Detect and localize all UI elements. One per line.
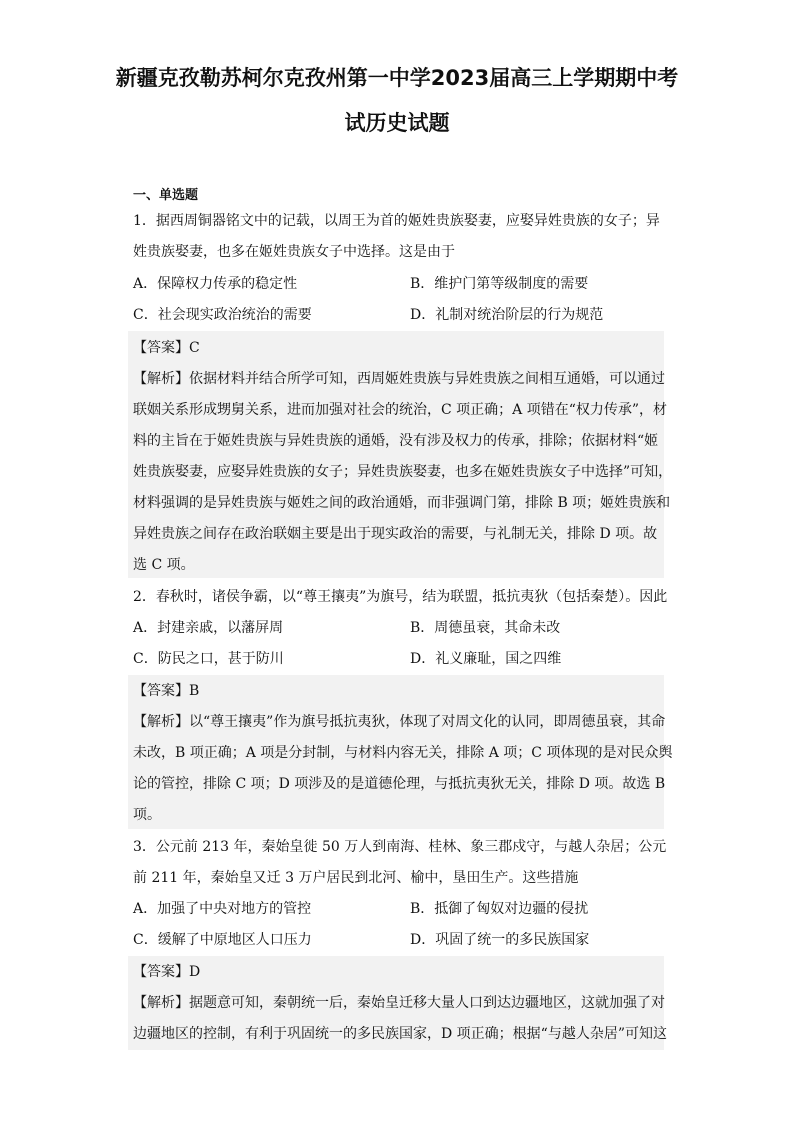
question-3-stem-line-2: 前 211 年，秦始皇又迁 3 万户居民到北河、榆中，垦田生产。这些措施 — [133, 870, 579, 886]
question-3-option-c: C．缓解了中原地区人口压力 — [133, 932, 312, 948]
question-3-analysis-line-2: 边疆地区的控制，有利于巩固统一的多民族国家，D 项正确；根据“与越人杂居”可知这 — [133, 1026, 667, 1042]
question-1-analysis-line-3: 料的主旨在于姬姓贵族与异姓贵族的通婚，没有涉及权力的传承，排除；依据材料“姬 — [133, 433, 659, 449]
question-1-option-b: B．维护门第等级制度的需要 — [410, 276, 589, 292]
question-1-analysis-line-6: 异姓贵族之间存在政治联姻主要是出于现实政治的需要，与礼制无关，排除 D 项。故 — [133, 526, 658, 542]
question-1-analysis-line-4: 姓贵族娶妻，应娶异姓贵族的女子；异姓贵族娶妻，也多在姬姓贵族女子中选择”可知， — [133, 464, 673, 480]
question-2-answer: 【答案】B — [133, 683, 200, 699]
document-title-line-2: 试历史试题 — [344, 111, 450, 135]
document-title-line-1: 新疆克孜勒苏柯尔克孜州第一中学2023届高三上学期期中考 — [115, 66, 679, 90]
question-2-analysis-line-1: 【解析】以“尊王攘夷”作为旗号抵抗夷狄，体现了对周文化的认同，即周德虽衰，其命 — [133, 714, 666, 730]
question-2-option-d: D．礼义廉耻，国之四维 — [410, 651, 562, 667]
question-1-analysis-line-2: 联姻关系形成甥舅关系，进而加强对社会的统治，C 项正确；A 项错在“权力传承”，材 — [133, 402, 668, 418]
question-2-option-a: A．封建亲戚，以藩屏周 — [133, 620, 284, 636]
question-1-analysis-line-1: 【解析】依据材料并结合所学可知，西周姬姓贵族与异姓贵族之间相互通婚，可以通过 — [133, 371, 665, 387]
question-2-analysis-line-4: 项。 — [133, 807, 161, 823]
question-3-option-a: A．加强了中央对地方的管控 — [133, 901, 312, 917]
question-3-stem-line-1: 3．公元前 213 年，秦始皇徙 50 万人到南海、桂林、象三郡戍守，与越人杂居；公元 — [133, 839, 667, 855]
question-3-analysis-line-1: 【解析】据题意可知，秦朝统一后，秦始皇迁移大量人口到达边疆地区，这就加强了对 — [133, 995, 665, 1011]
section-heading: 一、单选题 — [133, 188, 199, 203]
question-1-analysis-line-5: 材料强调的是异姓贵族与姬姓之间的政治通婚，而非强调门第，排除 B 项；姬姓贵族和 — [133, 495, 671, 511]
question-2-option-c: C．防民之口，甚于防川 — [133, 651, 284, 667]
question-3-option-d: D．巩固了统一的多民族国家 — [410, 932, 590, 948]
question-2-analysis-line-3: 论的管控，排除 C 项；D 项涉及的是道德伦理，与抵抗夷狄无关，排除 D 项。故选 B — [133, 776, 666, 792]
question-1-answer: 【答案】C — [133, 340, 200, 356]
question-1-option-c: C．社会现实政治统治的需要 — [133, 307, 312, 323]
question-3-option-b: B．抵御了匈奴对边疆的侵扰 — [410, 901, 589, 917]
question-1-option-a: A．保障权力传承的稳定性 — [133, 276, 298, 292]
question-1-option-d: D．礼制对统治阶层的行为规范 — [410, 307, 604, 323]
question-2-stem-line-1: 2．春秋时，诸侯争霸，以“尊王攘夷”为旗号，结为联盟，抵抗夷狄（包括秦楚）。因此 — [133, 589, 668, 605]
question-2-option-b: B．周德虽衰，其命未改 — [410, 620, 561, 636]
question-1-stem-line-2: 姓贵族娶妻，也多在姬姓贵族女子中选择。这是由于 — [133, 244, 455, 260]
question-1-stem-line-1: 1．据西周铜器铭文中的记载，以周王为首的姬姓贵族娶妻，应娶异姓贵族的女子；异 — [133, 213, 660, 229]
question-3-answer: 【答案】D — [133, 964, 201, 980]
question-1-analysis-line-7: 选 C 项。 — [133, 557, 195, 573]
question-2-analysis-line-2: 未改，B 项正确；A 项是分封制，与材料内容无关，排除 A 项；C 项体现的是对民众舆 — [133, 745, 673, 761]
